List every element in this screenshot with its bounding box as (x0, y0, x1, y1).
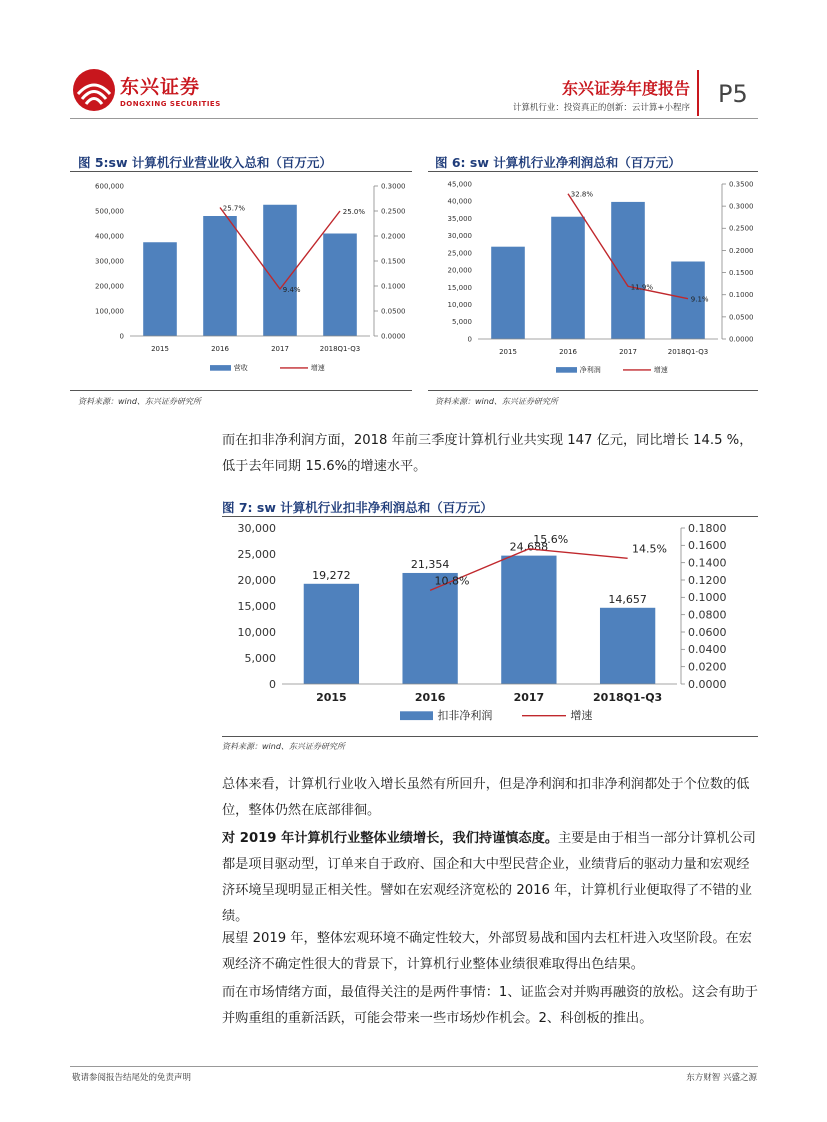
y2-tick-label: 0.0400 (688, 643, 727, 657)
y-tick-label: 25,000 (447, 249, 472, 258)
y-tick-label: 15,000 (447, 283, 472, 292)
y2-tick-label: 0.2000 (729, 246, 754, 255)
y2-tick-label: 0.2500 (729, 224, 754, 233)
header-separator (697, 70, 699, 116)
figure-5-rule (70, 171, 412, 172)
legend-bar-swatch (400, 711, 433, 720)
figure-7-title: 图 7: sw 计算机行业扣非净利润总和（百万元） (222, 500, 493, 515)
y2-tick-label: 0.2000 (381, 232, 406, 241)
footer-divider (70, 1066, 758, 1067)
line-data-label: 11.9% (630, 283, 654, 292)
y2-tick-label: 0.1600 (688, 539, 727, 553)
y-tick-label: 25,000 (237, 547, 276, 561)
x-tick-label: 2017 (271, 345, 289, 353)
bar-扣非净利润 (402, 573, 457, 684)
legend-bar-label: 净利润 (579, 366, 601, 374)
y-tick-label: 30,000 (237, 521, 276, 535)
figure-5-title: 图 5:sw 计算机行业营业收入总和（百万元） (78, 155, 332, 170)
figure-6-rule (428, 171, 758, 172)
y2-tick-label: 0.0000 (381, 332, 406, 341)
y-tick-label: 600,000 (95, 182, 124, 191)
y2-tick-label: 0.0500 (729, 313, 754, 322)
x-tick-label: 2017 (619, 348, 637, 356)
report-title: 东兴证券年度报告 (561, 79, 690, 98)
x-tick-label: 2015 (151, 345, 169, 353)
legend-bar-label: 营收 (233, 364, 248, 372)
bar-扣非净利润 (501, 556, 556, 684)
y2-tick-label: 0.0600 (688, 625, 727, 639)
y-tick-label: 35,000 (447, 214, 472, 223)
y2-tick-label: 0.1500 (729, 269, 754, 278)
x-tick-label: 2015 (316, 691, 347, 704)
paragraph-3 (222, 826, 762, 930)
header-divider (70, 118, 758, 119)
y2-tick-label: 0.1500 (381, 257, 406, 266)
figure-6-source: 资料来源：wind、东兴证券研究所 (435, 397, 558, 406)
y2-tick-label: 0.1000 (729, 291, 754, 300)
line-data-label: 9.1% (690, 295, 709, 304)
bar-扣非净利润 (304, 584, 359, 684)
figure-6-bottom-rule (428, 390, 758, 391)
line-data-label: 25.0% (342, 208, 366, 216)
line-data-label: 32.8% (570, 190, 594, 199)
y2-tick-label: 0.3500 (729, 180, 754, 189)
y-tick-label: 10,000 (447, 301, 472, 310)
figure-6-chart (428, 174, 760, 384)
footer-disclaimer: 敬请参阅报告结尾处的免责声明 (72, 1073, 192, 1083)
y-tick-label: 40,000 (447, 197, 472, 206)
figure-5-bottom-rule (70, 390, 412, 391)
legend-line-label: 增速 (310, 364, 325, 372)
logo-cn-text: 东兴证券 (120, 76, 201, 98)
x-tick-label: 2018Q1-Q3 (667, 348, 709, 356)
line-data-label: 9.4% (282, 286, 301, 294)
y-tick-label: 30,000 (447, 232, 472, 241)
y-tick-label: 200,000 (95, 282, 124, 291)
bar-营收 (263, 205, 297, 336)
y2-tick-label: 0.0200 (688, 660, 727, 674)
y2-tick-label: 0.0000 (729, 335, 754, 344)
figure-7-rule (222, 516, 758, 517)
legend-bar-swatch (556, 367, 577, 373)
y-tick-label: 5,000 (451, 318, 472, 327)
figure-5-source: 资料来源：wind、东兴证券研究所 (78, 397, 201, 406)
x-tick-label: 2016 (559, 348, 577, 356)
y2-tick-label: 0.0500 (381, 307, 406, 316)
figure-7-bottom-rule (222, 736, 758, 737)
line-data-label: 14.5% (632, 542, 667, 556)
x-tick-label: 2016 (414, 691, 446, 704)
bar-净利润 (611, 202, 645, 339)
bar-净利润 (491, 247, 525, 339)
paragraph-2: 总体来看，计算机行业收入增长虽然有所回升，但是净利润和扣非净利润都处于个位数的低位，整体仍然在底部徘徊。 (222, 777, 750, 818)
bar-data-label: 19,272 (312, 568, 351, 582)
report-subtitle: 计算机行业：投资真正的创新：云计算+小程序 (512, 103, 690, 113)
y2-tick-label: 0.3000 (381, 182, 406, 191)
legend-line-label: 增速 (653, 366, 668, 374)
bar-营收 (143, 242, 177, 336)
y2-tick-label: 0.1000 (688, 591, 727, 605)
paragraph-3-bold: 对 2019 年计算机行业整体业绩增长，我们持谨慎态度。 (222, 831, 559, 846)
y-tick-label: 45,000 (447, 180, 472, 189)
figure-7-source: 资料来源：wind、东兴证券研究所 (222, 742, 345, 751)
y2-tick-label: 0.3000 (729, 202, 754, 211)
figure-5-chart (70, 174, 415, 384)
line-data-label: 10.8% (434, 574, 470, 588)
y2-tick-label: 0.0000 (688, 677, 727, 691)
bar-营收 (323, 234, 357, 337)
page-number: P5 (718, 80, 748, 108)
y2-tick-label: 0.1200 (688, 573, 727, 587)
footer-slogan: 东方财智 兴盛之源 (686, 1073, 757, 1083)
line-data-label: 15.6% (533, 532, 569, 546)
paragraph-3-rest: 主要是由于相当一部分计算机公司都是项目驱动型，订单来自于政府、国企和大中型民营企业，业绩背后的驱动力量和宏观经济环境呈现明显正相关性。譬如在宏观经济宽松的 2016 年，计算机行业便取得了不错的业绩。 (222, 831, 756, 924)
bar-净利润 (551, 217, 585, 339)
bar-data-label: 14,657 (608, 592, 647, 606)
y-tick-label: 5,000 (244, 651, 276, 665)
y2-tick-label: 0.1400 (688, 556, 727, 570)
y2-tick-label: 0.1800 (688, 521, 727, 535)
y-tick-label: 15,000 (237, 599, 276, 613)
line-data-label: 25.7% (222, 204, 246, 213)
y-tick-label: 0 (467, 335, 472, 344)
y-tick-label: 400,000 (95, 232, 124, 241)
y-tick-label: 20,000 (237, 573, 276, 587)
bar-data-label: 21,354 (410, 557, 450, 571)
paragraph-4: 展望 2019 年，整体宏观环境不确定性较大，外部贸易战和国内去杠杆进入攻坚阶段。在宏观经济不确定性很大的背景下，计算机行业整体业绩很难取得出色结果。 (222, 931, 752, 972)
x-tick-label: 2018Q1-Q3 (593, 691, 663, 704)
paragraph-5: 而在市场情绪方面，最值得关注的是两件事情：1、证监会对并购再融资的放松。这会有助于并购重组的重新活跃，可能会带来一些市场炒作机会。2、科创板的推出。 (222, 985, 758, 1026)
y2-tick-label: 0.2500 (381, 207, 406, 216)
x-tick-label: 2017 (513, 691, 545, 704)
y-tick-label: 0 (269, 677, 276, 691)
bar-营收 (203, 216, 237, 336)
x-tick-label: 2018Q1-Q3 (319, 345, 361, 353)
paragraph-1: 而在扣非净利润方面，2018 年前三季度计算机行业共实现 147 亿元，同比增长 14.5 %，低于去年同期 15.6%的增速水平。 (222, 433, 753, 474)
y-tick-label: 100,000 (95, 307, 124, 316)
legend-line-label: 增速 (570, 709, 593, 722)
y-tick-label: 20,000 (447, 266, 472, 275)
legend-bar-swatch (210, 365, 231, 371)
y-tick-label: 0 (119, 332, 124, 341)
y2-tick-label: 0.1000 (381, 282, 406, 291)
y-tick-label: 10,000 (237, 625, 276, 639)
legend-bar-label: 扣非净利润 (437, 709, 493, 722)
bar-扣非净利润 (600, 608, 655, 684)
figure-6-title: 图 6: sw 计算机行业净利润总和（百万元） (435, 155, 681, 170)
bar-data-label: 24,688 (509, 540, 549, 554)
x-tick-label: 2015 (499, 348, 517, 356)
x-tick-label: 2016 (211, 345, 229, 353)
company-logo-icon (72, 68, 116, 112)
y-tick-label: 500,000 (95, 207, 124, 216)
logo-en-text: DONGXING SECURITIES (120, 100, 221, 108)
y2-tick-label: 0.0800 (688, 608, 727, 622)
figure-7-chart (222, 518, 758, 730)
y-tick-label: 300,000 (95, 257, 124, 266)
